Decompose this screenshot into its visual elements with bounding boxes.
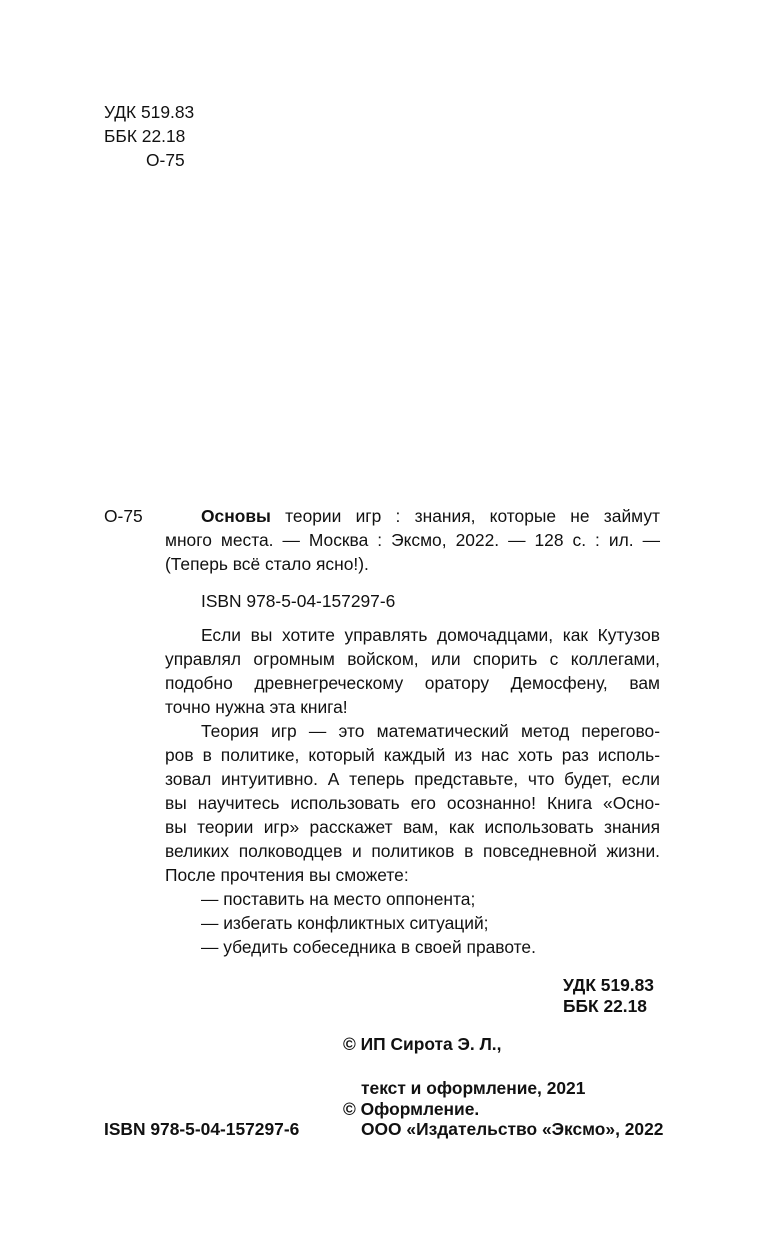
record-title-line xyxy=(165,504,660,528)
record-author-mark: О-75 xyxy=(104,506,143,526)
udk-code: УДК 519.83 xyxy=(104,102,195,122)
copyright-author-line2: текст и оформление, 2021 xyxy=(361,1078,586,1098)
annotation-line: Теория игр — это математический метод перегово- xyxy=(201,721,660,741)
copyright-author-line1: © ИП Сирота Э. Л., xyxy=(343,1034,502,1054)
copyright-design-line2: ООО «Издательство «Эксмо», 2022 xyxy=(361,1119,664,1139)
annotation-bullet: — избегать конфликтных ситуаций; xyxy=(201,913,489,933)
annotation xyxy=(165,623,660,959)
annotation-bullet: — поставить на место оппонента; xyxy=(201,889,476,909)
annotation-line: После прочтения вы сможете: xyxy=(165,865,409,885)
record-line-2: много места. — Москва : Эксмо, 2022. — 128 с. : ил. — xyxy=(165,530,660,550)
annotation-line: вы научитесь использовать его осознанно! Книга «Осно- xyxy=(165,793,660,813)
annotation-line: великих полководцев и политиков в повседневной жизни. xyxy=(165,841,660,861)
annotation-line: зовал интуитивно. А теперь представьте, что будет, если xyxy=(165,769,660,789)
record-title-rest: теории игр : знания, которые не займут xyxy=(285,506,660,526)
footer-bbk-code: ББК 22.18 xyxy=(563,996,647,1016)
record-title-bold: Основы xyxy=(201,506,271,526)
annotation-line: вы теории игр» расскажет вам, как использовать знания xyxy=(165,817,660,837)
annotation-line: Если вы хотите управлять домочадцами, как Кутузов xyxy=(201,625,660,645)
annotation-line: подобно древнегреческому оратору Демосфену, вам xyxy=(165,673,660,693)
footer-isbn: ISBN 978-5-04-157297-6 xyxy=(104,1119,300,1139)
bbk-code: ББК 22.18 xyxy=(104,126,186,146)
annotation-bullet: — убедить собеседника в своей правоте. xyxy=(201,937,536,957)
record-isbn: ISBN 978-5-04-157297-6 xyxy=(201,591,396,611)
annotation-line: точно нужна эта книга! xyxy=(165,697,348,717)
copyright-design-line1: © Оформление. xyxy=(343,1099,480,1119)
annotation-line: управлял огромным войском, или спорить с коллегами, xyxy=(165,649,660,669)
annotation-line: ров в политике, который каждый из нас хоть раз исполь- xyxy=(165,745,660,765)
footer-udk-code: УДК 519.83 xyxy=(563,975,654,995)
bibliographic-record xyxy=(165,504,660,576)
author-mark: О-75 xyxy=(146,150,185,170)
record-line-3: (Теперь всё стало ясно!). xyxy=(165,554,369,574)
